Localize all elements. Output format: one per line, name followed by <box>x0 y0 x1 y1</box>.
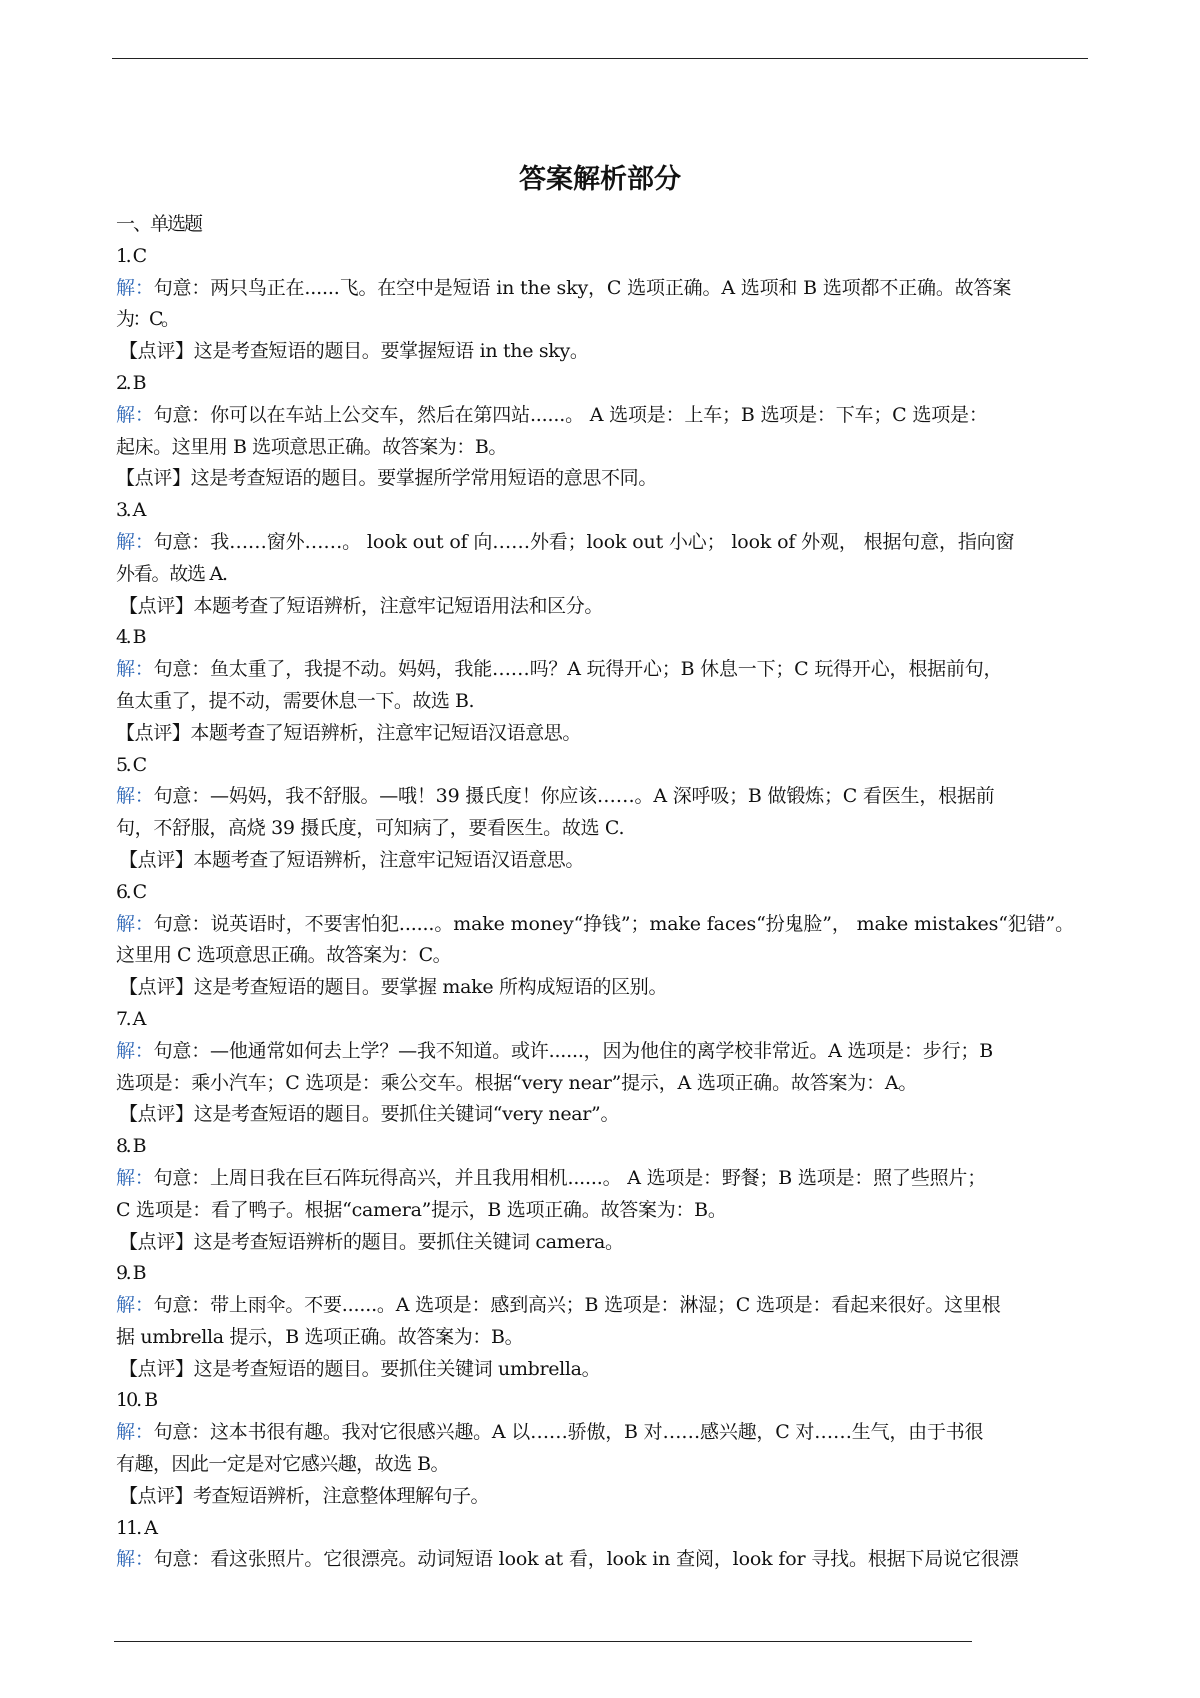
jie-label: 解： <box>116 1039 154 1062</box>
explanation-text: 句意：鱼太重了，我提不动。妈妈，我能……吗？A 玩得开心；B 休息一下；C 玩得开心，根据前句， <box>153 658 1003 681</box>
comment-line: 【点评】这是考查短语的题目。要掌握所学常用短语的意思不同。 <box>116 467 657 490</box>
explanation-continuation: 选项是：乘小汽车；C 选项是：乘公交车。根据“very near”提示，A 选项正确。故答案为：A。 <box>116 1071 918 1094</box>
explanation-text: 句意：看这张照片。它很漂亮。动词短语 look at 看，look in 查阅，look for 寻找。根据下局说它很漂 <box>153 1548 1019 1571</box>
footer-rule <box>114 1641 972 1642</box>
explanation-continuation: 为：C。 <box>116 308 178 331</box>
explanation-text: 句意：两只鸟正在......飞。在空中是短语 in the sky，C 选项正确。A 选项和 B 选项都不正确。故答案 <box>153 276 1012 299</box>
jie-label: 解： <box>116 403 154 426</box>
comment-line: 【点评】本题考查了短语辨析，注意牢记短语用法和区分。 <box>119 594 603 617</box>
comment-line: 【点评】这是考查短语的题目。要掌握短语 in the sky。 <box>119 340 589 363</box>
comment-line: 【点评】本题考查了短语辨析，注意牢记短语汉语意思。 <box>116 721 582 744</box>
answer-number: 4. B <box>116 626 145 649</box>
jie-label: 解： <box>116 658 154 681</box>
explanation-line <box>116 400 1096 432</box>
explanation-text: 句意：我……窗外……。 look out of 向……外看；look out 小心； look of 外观， 根据句意，指向窗 <box>153 530 1015 553</box>
explanation-text: 句意：这本书很有趣。我对它很感兴趣。A 以……骄傲，B 对……感兴趣，C 对……生气，由于书很 <box>153 1421 984 1444</box>
explanation-line <box>116 273 1096 305</box>
explanation-text: 句意：—他通常如何去上学？—我不知道。或许......，因为他住的离学校非常近。A 选项是：步行；B <box>153 1039 993 1062</box>
answer-number: 7. A <box>116 1007 144 1030</box>
explanation-text: 句意：带上雨伞。不要......。A 选项是：感到高兴；B 选项是：淋湿；C 选项是：看起来很好。这里根 <box>153 1294 1001 1317</box>
explanation-continuation: 据 umbrella 提示，B 选项正确。故答案为：B。 <box>116 1325 524 1348</box>
answer-number: 5. C <box>116 753 145 776</box>
comment-line: 【点评】考查短语辨析，注意整体理解句子。 <box>119 1484 490 1507</box>
explanation-line <box>116 781 1096 813</box>
explanation-continuation: 鱼太重了，提不动，需要休息一下。故选 B. <box>116 689 475 712</box>
explanation-line <box>116 1544 1096 1576</box>
jie-label: 解： <box>116 1421 154 1444</box>
explanation-line <box>116 654 1096 686</box>
explanation-continuation: 有趣，因此一定是对它感兴趣，故选 B。 <box>116 1453 450 1476</box>
explanation-continuation: 起床。这里用 B 选项意思正确。故答案为：B。 <box>116 435 508 458</box>
answer-number: 9. B <box>116 1262 145 1285</box>
jie-label: 解： <box>116 276 154 299</box>
jie-label: 解： <box>116 1166 154 1189</box>
jie-label: 解： <box>116 1548 154 1571</box>
explanation-text: 句意：你可以在车站上公交车，然后在第四站......。 A 选项是：上车；B 选项是：下车；C 选项是： <box>153 403 988 426</box>
answer-content <box>116 209 1096 1576</box>
explanation-continuation: C 选项是：看了鸭子。根据“camera”提示，B 选项正确。故答案为：B。 <box>116 1198 727 1221</box>
header-rule <box>112 58 1088 59</box>
explanation-continuation: 句，不舒服，高烧 39 摄氏度，可知病了，要看医生。故选 C. <box>116 817 625 840</box>
comment-line: 【点评】这是考查短语的题目。要掌握 make 所构成短语的区别。 <box>119 976 668 999</box>
explanation-line <box>116 909 1096 941</box>
explanation-continuation: 外看。故选 A. <box>116 562 227 585</box>
answer-number: 2. B <box>116 371 145 394</box>
comment-line: 【点评】这是考查短语辨析的题目。要抓住关键词 camera。 <box>119 1230 624 1253</box>
answer-number: 8. B <box>116 1135 145 1158</box>
jie-label: 解： <box>116 785 154 808</box>
answer-number: 10. B <box>116 1389 157 1412</box>
explanation-text: 句意：上周日我在巨石阵玩得高兴，并且我用相机......。 A 选项是：野餐；B 选项是：照了些照片； <box>153 1166 987 1189</box>
explanation-line <box>116 1417 1096 1449</box>
comment-line: 【点评】本题考查了短语辨析，注意牢记短语汉语意思。 <box>119 848 585 871</box>
answer-number: 11. A <box>116 1516 156 1539</box>
comment-line: 【点评】这是考查短语的题目。要抓住关键词 umbrella。 <box>119 1357 601 1380</box>
explanation-text: 句意：说英语时，不要害怕犯......。make money“挣钱”；make faces“扮鬼脸”， make mistakes“犯错”。 <box>153 912 1074 935</box>
answer-number: 1. C <box>116 244 145 267</box>
answer-number: 3. A <box>116 499 144 522</box>
explanation-line <box>116 1163 1096 1195</box>
explanation-continuation: 这里用 C 选项意思正确。故答案为：C。 <box>116 944 452 967</box>
page-title: 答案解析部分 <box>519 164 681 195</box>
jie-label: 解： <box>116 912 154 935</box>
explanation-line <box>116 527 1096 559</box>
explanation-line <box>116 1290 1096 1322</box>
comment-line: 【点评】这是考查短语的题目。要抓住关键词“very near”。 <box>119 1103 620 1126</box>
explanation-line <box>116 1036 1096 1068</box>
section-heading: 一、单选题 <box>116 213 202 235</box>
jie-label: 解： <box>116 530 154 553</box>
answer-number: 6. C <box>116 880 145 903</box>
explanation-text: 句意：—妈妈，我不舒服。—哦！39 摄氏度！你应该……。A 深呼吸；B 做锻炼；C 看医生，根据前 <box>153 785 995 808</box>
jie-label: 解： <box>116 1294 154 1317</box>
